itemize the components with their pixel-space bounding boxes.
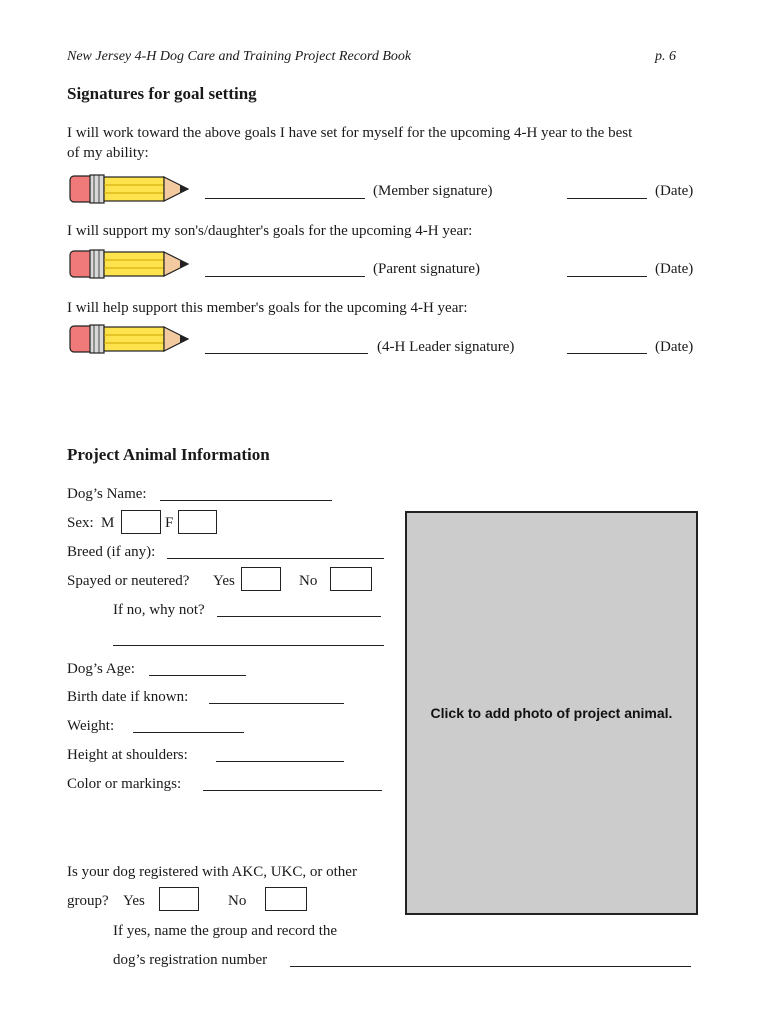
height-field[interactable] xyxy=(216,761,344,762)
running-header: New Jersey 4-H Dog Care and Training Project Record Book xyxy=(67,49,412,64)
leader-date-label: (Date) xyxy=(655,339,694,355)
leader-date-field[interactable] xyxy=(567,353,647,354)
member-signature-label: (Member signature) xyxy=(373,183,493,199)
color-field[interactable] xyxy=(203,790,382,791)
parent-date-field[interactable] xyxy=(567,276,647,277)
pencil-icon xyxy=(68,321,190,357)
age-field[interactable] xyxy=(149,675,246,676)
pencil-icon xyxy=(68,246,190,282)
parent-intro: I will support my son's/daughter's goals for the upcoming 4-H year: xyxy=(67,223,473,239)
spayed-no-label: No xyxy=(299,573,318,589)
parent-date-label: (Date) xyxy=(655,261,694,277)
why-not-field-line-2[interactable] xyxy=(113,645,384,646)
member-date-label: (Date) xyxy=(655,183,694,199)
intro-line-1: I will work toward the above goals I have set for myself for the upcoming 4-H year to the best xyxy=(67,125,633,141)
photo-upload-box[interactable] xyxy=(405,511,698,915)
sex-f-checkbox[interactable] xyxy=(178,510,217,534)
age-label: Dog’s Age: xyxy=(67,661,135,677)
member-signature-field[interactable] xyxy=(205,198,365,199)
height-label: Height at shoulders: xyxy=(67,747,188,763)
photo-upload-prompt: Click to add photo of project animal. xyxy=(430,705,673,721)
breed-field[interactable] xyxy=(167,558,384,559)
spayed-yes-checkbox[interactable] xyxy=(241,567,281,591)
parent-signature-label: (Parent signature) xyxy=(373,261,481,277)
sex-m-label: M xyxy=(101,515,115,531)
sex-m-checkbox[interactable] xyxy=(121,510,161,534)
member-date-field[interactable] xyxy=(567,198,647,199)
spayed-no-checkbox[interactable] xyxy=(330,567,372,591)
registered-line-2: group? xyxy=(67,893,109,909)
birth-date-label: Birth date if known: xyxy=(67,689,189,705)
dog-name-label: Dog’s Name: xyxy=(67,486,147,502)
if-yes-line-1: If yes, name the group and record the xyxy=(113,923,338,939)
registered-line-1: Is your dog registered with AKC, UKC, or other xyxy=(67,864,357,880)
registered-no-label: No xyxy=(228,893,247,909)
intro-line-2: of my ability: xyxy=(67,145,149,161)
breed-label: Breed (if any): xyxy=(67,544,156,560)
animal-heading: Project Animal Information xyxy=(67,445,270,464)
leader-signature-field[interactable] xyxy=(205,353,368,354)
dog-name-field[interactable] xyxy=(160,500,332,501)
leader-intro: I will help support this member's goals for the upcoming 4-H year: xyxy=(67,300,468,316)
birth-date-field[interactable] xyxy=(209,703,344,704)
weight-field[interactable] xyxy=(133,732,244,733)
leader-signature-label: (4-H Leader signature) xyxy=(377,339,515,355)
color-label: Color or markings: xyxy=(67,776,182,792)
spayed-yes-label: Yes xyxy=(213,573,235,589)
registration-number-field[interactable] xyxy=(290,966,691,967)
spayed-label: Spayed or neutered? xyxy=(67,573,190,589)
why-not-label: If no, why not? xyxy=(113,602,205,618)
sex-label: Sex: xyxy=(67,515,94,531)
page-number: p. 6 xyxy=(655,49,676,64)
registered-yes-checkbox[interactable] xyxy=(159,887,199,911)
if-yes-line-2: dog’s registration number xyxy=(113,952,268,968)
why-not-field[interactable] xyxy=(217,616,381,617)
weight-label: Weight: xyxy=(67,718,115,734)
pencil-icon xyxy=(68,171,190,207)
registered-yes-label: Yes xyxy=(123,893,145,909)
parent-signature-field[interactable] xyxy=(205,276,365,277)
sex-f-label: F xyxy=(165,515,174,531)
signatures-heading: Signatures for goal setting xyxy=(67,84,257,103)
registered-no-checkbox[interactable] xyxy=(265,887,307,911)
